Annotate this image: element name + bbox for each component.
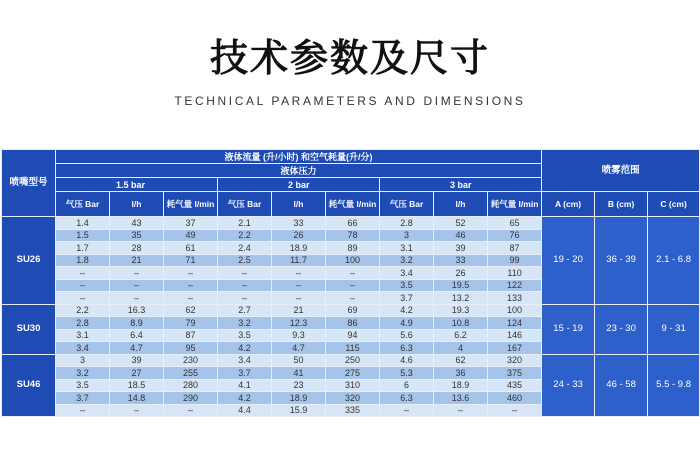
col-air-pressure: 气压 Bar (218, 192, 272, 217)
spray-range-a: 15 - 19 (542, 304, 595, 354)
table-cell: 435 (488, 379, 542, 392)
table-cell: 9.3 (272, 329, 326, 342)
spray-range-b: 46 - 58 (595, 354, 648, 417)
pressure-1-5-bar: 1.5 bar (56, 178, 218, 192)
col-flow: l/h (434, 192, 488, 217)
table-cell: 18.5 (110, 379, 164, 392)
col-air-consumption: 耗气量 l/min (326, 192, 380, 217)
table-cell: 3.1 (380, 242, 434, 255)
table-cell: 146 (488, 329, 542, 342)
table-cell: 3.2 (56, 367, 110, 380)
table-cell: – (56, 404, 110, 417)
table-cell: 2.4 (218, 242, 272, 255)
table-cell: – (272, 267, 326, 280)
table-cell: 100 (326, 254, 380, 267)
table-cell: 1.4 (56, 217, 110, 230)
table-cell: – (164, 279, 218, 292)
table-cell: 3.2 (218, 317, 272, 330)
table-cell: 2.7 (218, 304, 272, 317)
model-name: SU30 (2, 304, 56, 354)
table-cell: 3.7 (380, 292, 434, 305)
table-cell: – (326, 279, 380, 292)
table-cell: 39 (110, 354, 164, 367)
table-cell: 87 (164, 329, 218, 342)
table-cell: 43 (110, 217, 164, 230)
table-cell: 3.2 (380, 254, 434, 267)
table-cell: 3.5 (380, 279, 434, 292)
table-cell: 310 (326, 379, 380, 392)
table-cell: 71 (164, 254, 218, 267)
table-cell: 14.8 (110, 392, 164, 405)
spray-range-c: 9 - 31 (648, 304, 700, 354)
table-cell: 79 (164, 317, 218, 330)
model-name: SU46 (2, 354, 56, 417)
table-cell: 3.7 (218, 367, 272, 380)
table-cell: 23 (272, 379, 326, 392)
table-cell: 15.9 (272, 404, 326, 417)
spray-range-b: 23 - 30 (595, 304, 648, 354)
table-cell: – (434, 404, 488, 417)
table-cell: 3.4 (56, 342, 110, 355)
table-cell: – (272, 279, 326, 292)
table-cell: – (488, 404, 542, 417)
model-name: SU26 (2, 217, 56, 305)
table-cell: 6.2 (434, 329, 488, 342)
table-cell: – (380, 404, 434, 417)
table-cell: 46 (434, 229, 488, 242)
table-cell: 99 (488, 254, 542, 267)
table-cell: – (164, 404, 218, 417)
table-cell: 167 (488, 342, 542, 355)
table-cell: 13.6 (434, 392, 488, 405)
spray-range-a: 24 - 33 (542, 354, 595, 417)
table-cell: 33 (434, 254, 488, 267)
table-cell: 33 (272, 217, 326, 230)
pressure-3-bar: 3 bar (380, 178, 542, 192)
table-cell: 4.7 (110, 342, 164, 355)
table-cell: – (56, 267, 110, 280)
flow-header: 液体流量 (升/小时) 和空气耗量(升/分) (56, 150, 542, 164)
table-cell: 65 (488, 217, 542, 230)
table-cell: 28 (110, 242, 164, 255)
spray-range-a: 19 - 20 (542, 217, 595, 305)
table-cell: 230 (164, 354, 218, 367)
table-cell: 86 (326, 317, 380, 330)
table-cell: 375 (488, 367, 542, 380)
table-cell: – (218, 292, 272, 305)
table-cell: – (218, 267, 272, 280)
table-cell: – (56, 292, 110, 305)
table-cell: 290 (164, 392, 218, 405)
table-cell: 6.3 (380, 342, 434, 355)
table-cell: 16.3 (110, 304, 164, 317)
table-cell: 133 (488, 292, 542, 305)
table-row (2, 304, 700, 317)
table-cell: 62 (164, 304, 218, 317)
col-air-consumption: 耗气量 l/min (164, 192, 218, 217)
table-cell: 3.1 (56, 329, 110, 342)
table-cell: 115 (326, 342, 380, 355)
table-cell: 3 (56, 354, 110, 367)
table-cell: 95 (164, 342, 218, 355)
table-cell: 3.4 (218, 354, 272, 367)
table-cell: – (272, 292, 326, 305)
table-cell: 3.5 (56, 379, 110, 392)
table-cell: 4.4 (218, 404, 272, 417)
table-cell: 2.8 (380, 217, 434, 230)
table-cell: 4.2 (218, 392, 272, 405)
table-cell: 4.2 (380, 304, 434, 317)
table-cell: 76 (488, 229, 542, 242)
table-cell: 6.4 (110, 329, 164, 342)
table-cell: 110 (488, 267, 542, 280)
table-cell: 3.7 (56, 392, 110, 405)
table-cell: 89 (326, 242, 380, 255)
table-cell: 37 (164, 217, 218, 230)
table-cell: – (110, 404, 164, 417)
page-title: 技术参数及尺寸 (209, 36, 490, 80)
table-cell: 35 (110, 229, 164, 242)
table-cell: 3 (380, 229, 434, 242)
table-cell: 19.5 (434, 279, 488, 292)
table-cell: 4.2 (218, 342, 272, 355)
table-cell: 122 (488, 279, 542, 292)
table-cell: 335 (326, 404, 380, 417)
table-cell: 100 (488, 304, 542, 317)
table-cell: 2.5 (218, 254, 272, 267)
col-air-consumption: 耗气量 l/min (488, 192, 542, 217)
table-cell: 26 (272, 229, 326, 242)
table-cell: 10.8 (434, 317, 488, 330)
table-cell: 36 (434, 367, 488, 380)
table-cell: – (56, 279, 110, 292)
table-cell: – (110, 292, 164, 305)
table-cell: 94 (326, 329, 380, 342)
table-cell: 1.5 (56, 229, 110, 242)
table-cell: 2.8 (56, 317, 110, 330)
col-b: B (cm) (595, 192, 648, 217)
table-cell: 4.7 (272, 342, 326, 355)
table-cell: 12.3 (272, 317, 326, 330)
table-cell: – (164, 292, 218, 305)
table-cell: 3.5 (218, 329, 272, 342)
table-cell: 255 (164, 367, 218, 380)
table-cell: 124 (488, 317, 542, 330)
table-cell: 2.1 (218, 217, 272, 230)
col-flow: l/h (110, 192, 164, 217)
table-cell: – (326, 267, 380, 280)
col-flow: l/h (272, 192, 326, 217)
spray-range-c: 5.5 - 9.8 (648, 354, 700, 417)
table-cell: – (110, 267, 164, 280)
table-cell: 13.2 (434, 292, 488, 305)
table-cell: 250 (326, 354, 380, 367)
table-cell: 41 (272, 367, 326, 380)
table-cell: 460 (488, 392, 542, 405)
table-cell: 26 (434, 267, 488, 280)
table-cell: 78 (326, 229, 380, 242)
table-cell: 4.9 (380, 317, 434, 330)
table-cell: 320 (326, 392, 380, 405)
table-cell: 5.3 (380, 367, 434, 380)
table-cell: 320 (488, 354, 542, 367)
spec-table-container (1, 149, 699, 417)
table-cell: 275 (326, 367, 380, 380)
spray-range-b: 36 - 39 (595, 217, 648, 305)
table-cell: 5.6 (380, 329, 434, 342)
spray-range-c: 2.1 - 6.8 (648, 217, 700, 305)
col-air-pressure: 气压 Bar (380, 192, 434, 217)
table-cell: 2.2 (56, 304, 110, 317)
table-cell: 6.3 (380, 392, 434, 405)
pressure-2-bar: 2 bar (218, 178, 380, 192)
table-cell: 69 (326, 304, 380, 317)
table-cell: 49 (164, 229, 218, 242)
table-cell: 18.9 (272, 242, 326, 255)
table-cell: 2.2 (218, 229, 272, 242)
table-cell: 39 (434, 242, 488, 255)
page-subtitle: TECHNICAL PARAMETERS AND DIMENSIONS (174, 94, 526, 108)
table-row (2, 354, 700, 367)
table-cell: – (218, 279, 272, 292)
table-cell: 1.8 (56, 254, 110, 267)
table-cell: 18.9 (272, 392, 326, 405)
table-cell: – (164, 267, 218, 280)
table-cell: – (110, 279, 164, 292)
table-cell: 21 (272, 304, 326, 317)
table-cell: 1.7 (56, 242, 110, 255)
table-cell: 66 (326, 217, 380, 230)
table-cell: 62 (434, 354, 488, 367)
table-cell: 4 (434, 342, 488, 355)
col-c: C (cm) (648, 192, 700, 217)
spec-table (1, 149, 700, 417)
table-cell: 4.6 (380, 354, 434, 367)
col-air-pressure: 气压 Bar (56, 192, 110, 217)
table-cell: – (326, 292, 380, 305)
table-cell: 11.7 (272, 254, 326, 267)
table-cell: 3.4 (380, 267, 434, 280)
table-row (2, 217, 700, 230)
table-cell: 19.3 (434, 304, 488, 317)
table-cell: 27 (110, 367, 164, 380)
table-cell: 8.9 (110, 317, 164, 330)
table-cell: 280 (164, 379, 218, 392)
spray-range-header: 喷雾范围 (542, 150, 700, 192)
table-cell: 50 (272, 354, 326, 367)
table-cell: 87 (488, 242, 542, 255)
pressure-header: 液体压力 (56, 164, 542, 178)
table-cell: 6 (380, 379, 434, 392)
table-cell: 18.9 (434, 379, 488, 392)
model-header: 喷嘴型号 (2, 150, 56, 217)
table-cell: 21 (110, 254, 164, 267)
col-a: A (cm) (542, 192, 595, 217)
table-cell: 52 (434, 217, 488, 230)
table-cell: 61 (164, 242, 218, 255)
table-cell: 4.1 (218, 379, 272, 392)
